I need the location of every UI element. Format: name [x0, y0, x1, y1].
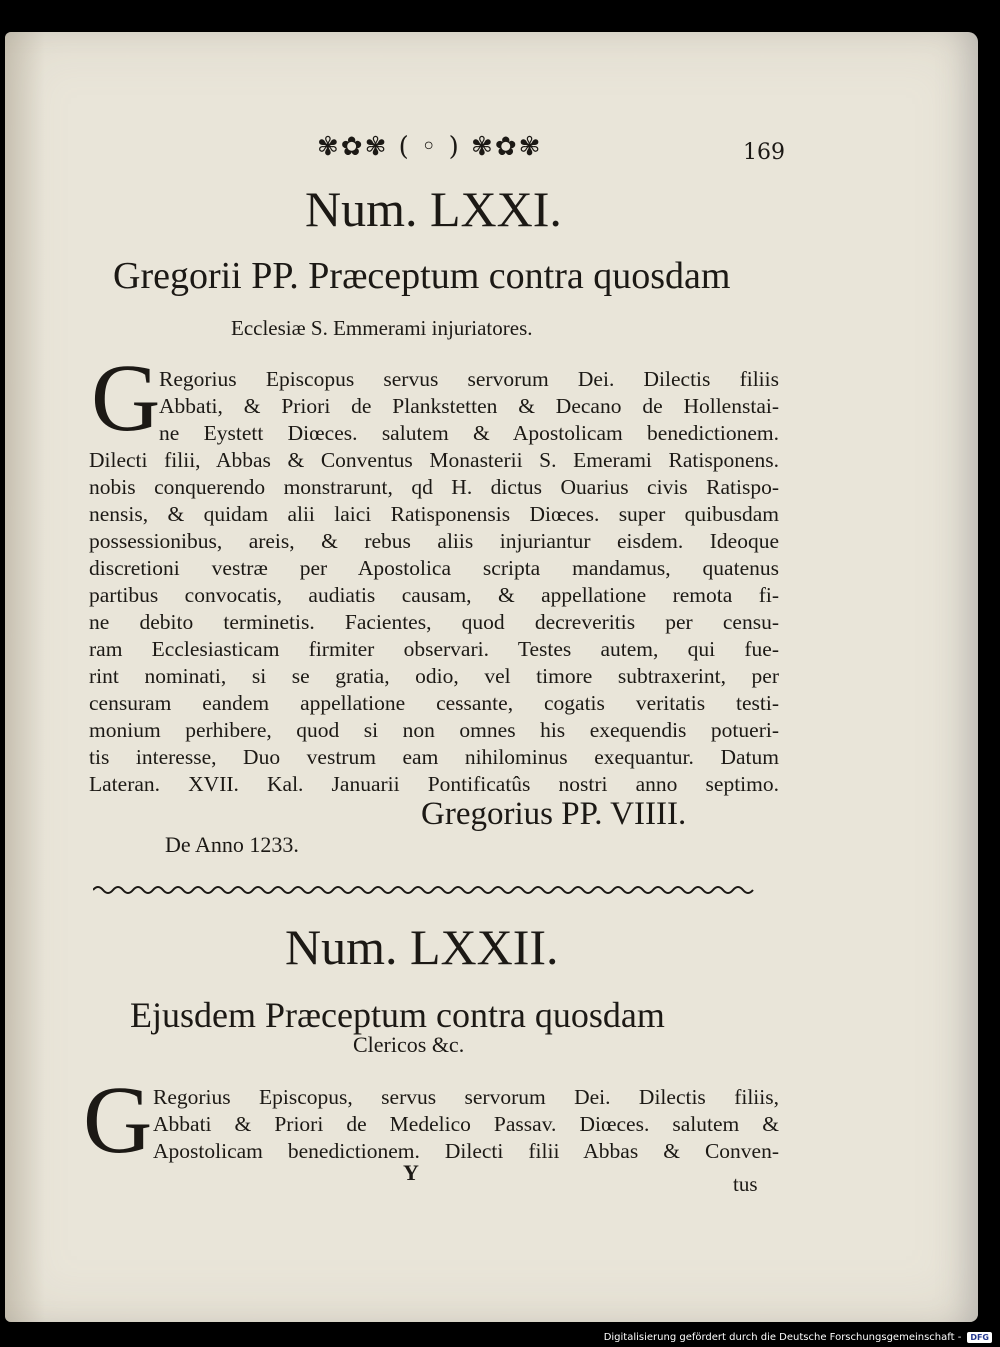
- body-line: partibus convocatis, audiatis causam, & appellatione remota fi-: [89, 583, 779, 607]
- drop-cap: G: [91, 344, 161, 451]
- document-number: Num. LXXI.: [305, 181, 562, 237]
- document-title: Ejusdem Præceptum contra quosdam: [130, 995, 665, 1035]
- body-line: discretioni vestræ per Apostolica scripta mandamus, quatenus: [89, 556, 779, 580]
- body-line: tis interesse, Duo vestrum eam nihilominus exequantur. Datum: [89, 745, 779, 769]
- body-line: monium perhibere, quod si non omnes his exequendis potueri-: [89, 718, 779, 742]
- signature-mark: Y: [403, 1160, 419, 1185]
- body-line: possessionibus, areis, & rebus aliis injuriantur eisdem. Ideoque: [89, 529, 779, 553]
- document-title: Gregorii PP. Præceptum contra quosdam: [113, 255, 731, 297]
- signature: Gregorius PP. VIIII.: [421, 796, 687, 832]
- document-body: [89, 366, 779, 798]
- catchword: tus: [733, 1172, 758, 1196]
- book-page: [5, 32, 978, 1322]
- page-number: 169: [743, 140, 785, 165]
- body-line: Abbati & Priori de Medelico Passav. Diœces. salutem &: [153, 1112, 779, 1136]
- body-line: Regorius Episcopus, servus servorum Dei. Dilectis filiis,: [153, 1085, 779, 1109]
- document-body: [89, 1084, 779, 1165]
- drop-cap: G: [83, 1066, 153, 1173]
- body-line: Apostolicam benedictionem. Dilecti filii Abbas & Conven-: [153, 1139, 779, 1163]
- credit-text: Digitalisierung gefördert durch die Deutsche Forschungsgemeinschaft -: [603, 1332, 962, 1343]
- body-line: ne debito terminetis. Facientes, quod decreveritis per censu-: [89, 610, 779, 634]
- body-line: nensis, & quidam alii laici Ratisponensis Diœces. super quibusdam: [89, 502, 779, 526]
- body-line: rint nominati, si se gratia, odio, vel timore subtraxerint, per: [89, 664, 779, 688]
- document-subtitle: Clericos &c.: [353, 1032, 465, 1057]
- body-line: Abbati, & Priori de Plankstetten & Decano de Hollenstai-: [159, 394, 779, 418]
- header-ornament: ✾✿✾ ( ◦ ) ✾✿✾: [317, 132, 543, 162]
- body-line: Dilecti filii, Abbas & Conventus Monasterii S. Emerami Ratisponens.: [89, 448, 779, 472]
- body-line: nobis conquerendo monstrarunt, qd H. dictus Ouarius civis Ratispo-: [89, 475, 779, 499]
- document-subtitle: Ecclesiæ S. Emmerami injuriatores.: [231, 316, 533, 340]
- body-line: ne Eystett Diœces. salutem & Apostolicam benedictionem.: [159, 421, 779, 445]
- body-line: ram Ecclesiasticam firmiter observari. Testes autem, qui fue-: [89, 637, 779, 661]
- body-line: Regorius Episcopus servus servorum Dei. Dilectis filiis: [159, 367, 779, 391]
- digitization-credit: [604, 1332, 992, 1343]
- document-date: De Anno 1233.: [165, 832, 299, 857]
- body-line: censuram eandem appellatione cessante, cogatis veritatis testi-: [89, 691, 779, 715]
- dfg-logo: DFG: [967, 1332, 992, 1343]
- body-line: Lateran. XVII. Kal. Januarii Pontificatûs nostri anno septimo.: [89, 772, 779, 796]
- ornamental-divider: [93, 884, 758, 896]
- document-number: Num. LXXII.: [285, 919, 559, 975]
